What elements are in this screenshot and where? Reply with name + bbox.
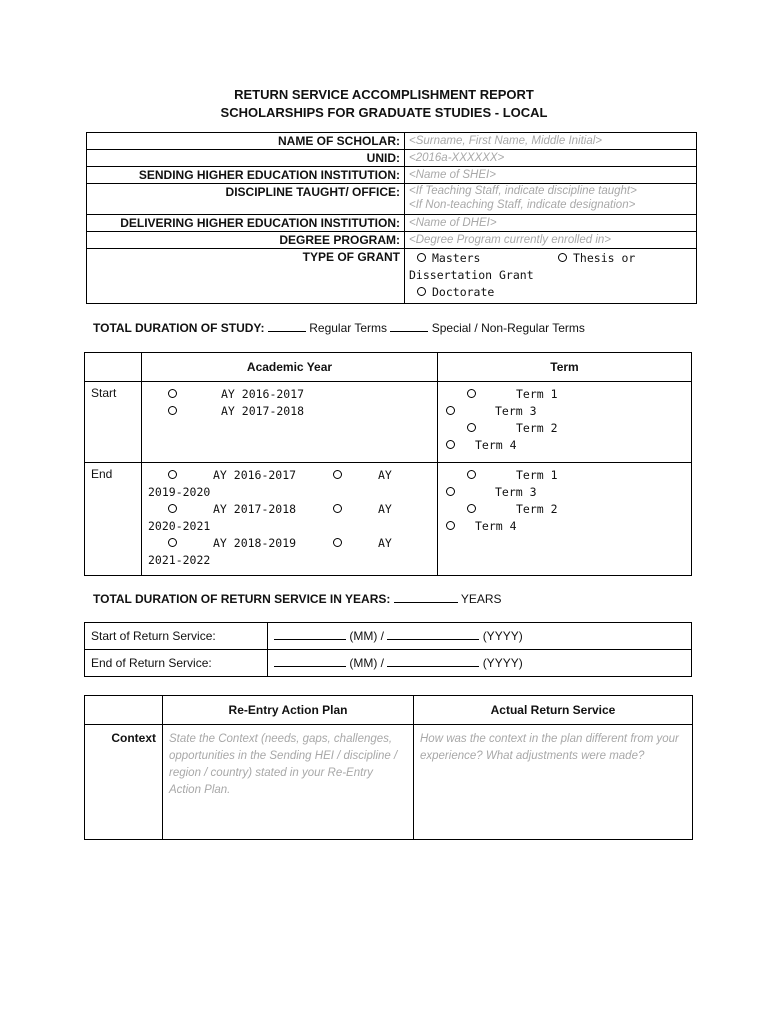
report-title: RETURN SERVICE ACCOMPLISHMENT REPORT bbox=[234, 87, 534, 102]
end-ay-2018-label: AY 2018-2019 bbox=[213, 536, 297, 550]
dhei-label: DELIVERING HIGHER EDUCATION INSTITUTION: bbox=[87, 215, 405, 232]
regular-terms-label: Regular Terms bbox=[309, 321, 388, 335]
start-term3-radio[interactable] bbox=[446, 406, 455, 415]
end-ay-2016-label: AY 2016-2017 bbox=[213, 468, 297, 482]
masters-label: Masters bbox=[432, 251, 481, 265]
regular-terms-blank[interactable] bbox=[268, 321, 306, 332]
plan-header-plan: Re-Entry Action Plan bbox=[163, 696, 414, 725]
start-term3-label: Term 3 bbox=[495, 404, 537, 418]
end-term3-radio[interactable] bbox=[446, 487, 455, 496]
end-ay-2020-label-cont: 2020-2021 bbox=[148, 519, 211, 533]
start-ay-2017-radio[interactable] bbox=[168, 406, 177, 415]
discipline-hint-teaching: <If Teaching Staff, indicate discipline taught> bbox=[409, 185, 637, 197]
end-term1-label: Term 1 bbox=[516, 468, 558, 482]
end-term1-radio[interactable] bbox=[467, 470, 476, 479]
rs-end-field bbox=[268, 650, 692, 677]
doctorate-label: Doctorate bbox=[432, 285, 495, 299]
start-ay-2016-label: AY 2016-2017 bbox=[221, 387, 305, 401]
context-plan-field[interactable]: State the Context (needs, gaps, challenges, opportunities in the Sending HEI / discipline / region / country) stated in your Re-Entry Action Plan. bbox=[163, 725, 414, 840]
report-subtitle: SCHOLARSHIPS FOR GRADUATE STUDIES - LOCAL bbox=[220, 105, 548, 120]
end-ay-2020-radio[interactable] bbox=[333, 504, 342, 513]
ay-header-term: Term bbox=[438, 353, 692, 382]
rs-start-yyyy-label: (YYYY) bbox=[482, 629, 523, 643]
context-actual-field[interactable]: How was the context in the plan different from your experience? What adjustments were made? bbox=[414, 725, 693, 840]
start-term2-label: Term 2 bbox=[516, 421, 558, 435]
discipline-label: DISCIPLINE TAUGHT/ OFFICE: bbox=[87, 184, 405, 215]
rs-end-mm-blank[interactable] bbox=[274, 656, 346, 667]
return-duration-label: TOTAL DURATION OF RETURN SERVICE IN YEARS: bbox=[93, 592, 391, 606]
start-year-options bbox=[142, 382, 438, 463]
return-service-table bbox=[84, 622, 692, 677]
start-term1-label: Term 1 bbox=[516, 387, 558, 401]
discipline-hint-nonteaching: <If Non-teaching Staff, indicate designation> bbox=[409, 199, 636, 211]
end-ay-2021-label-cont: 2021-2022 bbox=[148, 553, 211, 567]
ay-header-year: Academic Year bbox=[142, 353, 438, 382]
thesis-label-cont: Dissertation Grant bbox=[409, 268, 534, 282]
return-years-unit: YEARS bbox=[460, 592, 502, 606]
unid-field[interactable]: <2016a-XXXXXX> bbox=[405, 150, 697, 167]
degree-label: DEGREE PROGRAM: bbox=[87, 232, 405, 249]
rs-start-field bbox=[268, 623, 692, 650]
end-term4-label: Term 4 bbox=[475, 519, 517, 533]
rs-start-yyyy-blank[interactable] bbox=[387, 629, 479, 640]
end-term2-radio[interactable] bbox=[467, 504, 476, 513]
special-terms-label: Special / Non-Regular Terms bbox=[431, 321, 585, 335]
end-ay-2021-label: AY bbox=[378, 536, 392, 550]
start-label: Start bbox=[85, 382, 142, 463]
start-ay-2016-radio[interactable] bbox=[168, 389, 177, 398]
return-duration-line bbox=[93, 592, 502, 606]
rs-end-yyyy-blank[interactable] bbox=[387, 656, 479, 667]
end-term2-label: Term 2 bbox=[516, 502, 558, 516]
end-ay-2019-radio[interactable] bbox=[333, 470, 342, 479]
grant-options bbox=[405, 249, 697, 304]
end-year-options bbox=[142, 463, 438, 576]
rs-end-yyyy-label: (YYYY) bbox=[482, 656, 523, 670]
end-ay-2017-radio[interactable] bbox=[168, 504, 177, 513]
plan-corner bbox=[85, 696, 163, 725]
start-term-options bbox=[438, 382, 692, 463]
ay-corner bbox=[85, 353, 142, 382]
special-terms-blank[interactable] bbox=[390, 321, 428, 332]
rs-start-mm-blank[interactable] bbox=[274, 629, 346, 640]
return-years-blank[interactable] bbox=[394, 592, 458, 603]
dhei-field[interactable]: <Name of DHEI> bbox=[405, 215, 697, 232]
name-label: NAME OF SCHOLAR: bbox=[87, 133, 405, 150]
thesis-radio[interactable] bbox=[558, 253, 567, 262]
study-duration-line bbox=[93, 321, 585, 335]
context-label: Context bbox=[85, 725, 163, 840]
discipline-field[interactable] bbox=[405, 184, 697, 215]
end-ay-2016-radio[interactable] bbox=[168, 470, 177, 479]
shei-field[interactable]: <Name of SHEI> bbox=[405, 167, 697, 184]
study-duration-label: TOTAL DURATION OF STUDY: bbox=[93, 321, 265, 335]
end-ay-2019-label-cont: 2019-2020 bbox=[148, 485, 211, 499]
rs-start-mm-label: (MM) / bbox=[349, 629, 384, 643]
start-term2-radio[interactable] bbox=[467, 423, 476, 432]
end-ay-2021-radio[interactable] bbox=[333, 538, 342, 547]
rs-end-mm-label: (MM) / bbox=[349, 656, 384, 670]
scholar-info-table bbox=[86, 132, 697, 304]
degree-field[interactable]: <Degree Program currently enrolled in> bbox=[405, 232, 697, 249]
end-ay-2018-radio[interactable] bbox=[168, 538, 177, 547]
rs-start-label: Start of Return Service: bbox=[85, 623, 268, 650]
masters-radio[interactable] bbox=[417, 253, 426, 262]
end-ay-2017-label: AY 2017-2018 bbox=[213, 502, 297, 516]
end-ay-2020-label: AY bbox=[378, 502, 392, 516]
grant-label: TYPE OF GRANT bbox=[87, 249, 405, 304]
shei-label: SENDING HIGHER EDUCATION INSTITUTION: bbox=[87, 167, 405, 184]
start-term1-radio[interactable] bbox=[467, 389, 476, 398]
start-ay-2017-label: AY 2017-2018 bbox=[221, 404, 305, 418]
start-term4-label: Term 4 bbox=[475, 438, 517, 452]
end-ay-2019-label: AY bbox=[378, 468, 392, 482]
start-term4-radio[interactable] bbox=[446, 440, 455, 449]
doctorate-radio[interactable] bbox=[417, 287, 426, 296]
end-term4-radio[interactable] bbox=[446, 521, 455, 530]
unid-label: UNID: bbox=[87, 150, 405, 167]
reentry-plan-table bbox=[84, 695, 693, 840]
end-term3-label: Term 3 bbox=[495, 485, 537, 499]
thesis-label: Thesis or bbox=[573, 251, 636, 265]
rs-end-label: End of Return Service: bbox=[85, 650, 268, 677]
name-field[interactable]: <Surname, First Name, Middle Initial> bbox=[405, 133, 697, 150]
end-label: End bbox=[85, 463, 142, 576]
academic-year-table bbox=[84, 352, 692, 576]
plan-header-actual: Actual Return Service bbox=[414, 696, 693, 725]
end-term-options bbox=[438, 463, 692, 576]
